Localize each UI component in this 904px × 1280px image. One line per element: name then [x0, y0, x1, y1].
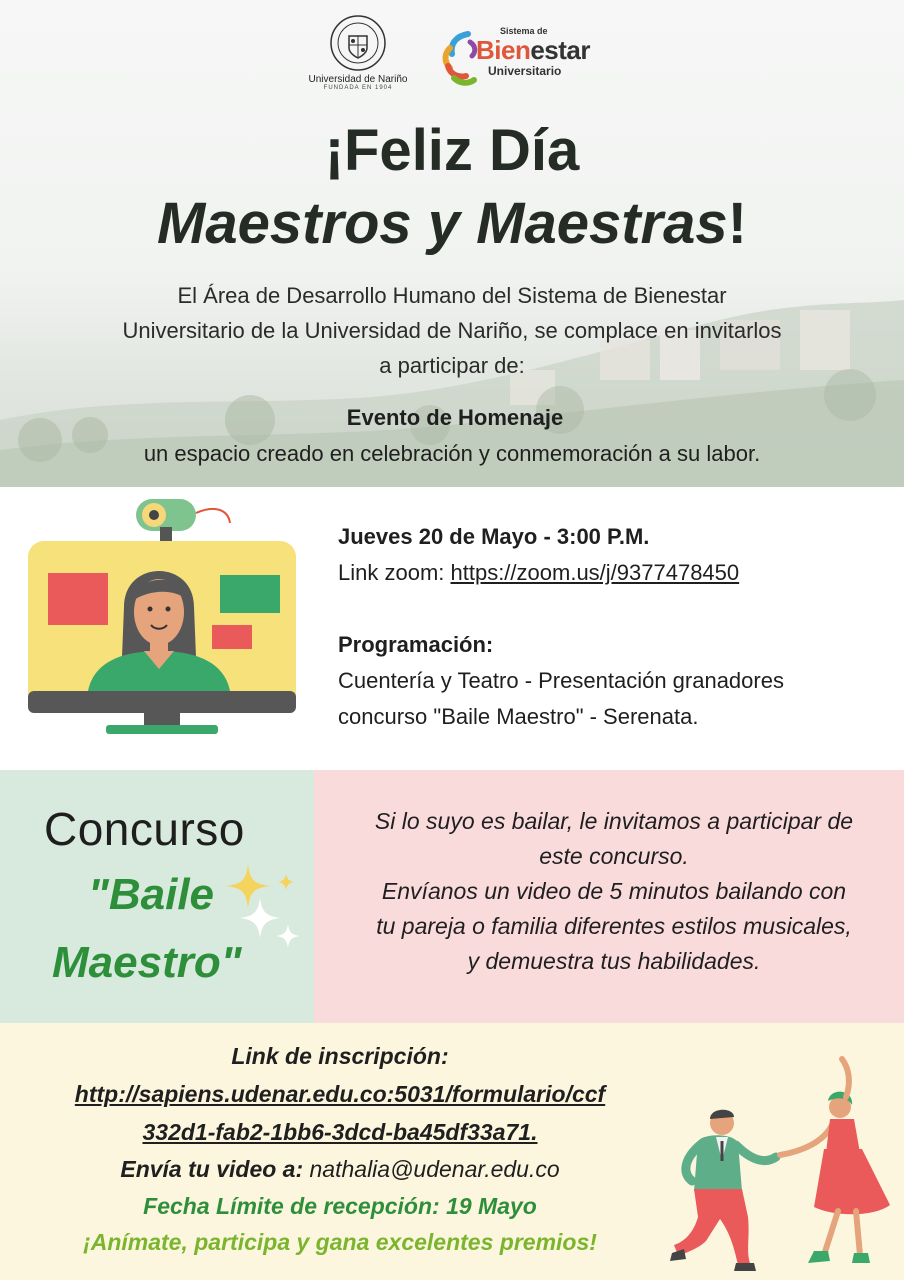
- send-video-line: [0, 1156, 680, 1183]
- call-to-action: ¡Anímate, participa y gana excelentes premios!: [83, 1229, 597, 1255]
- program-title: Programación:: [338, 632, 494, 657]
- send-video-label: Envía tu video a:: [120, 1156, 304, 1182]
- program-line: concurso "Baile Maestro" - Serenata.: [338, 704, 699, 729]
- bienestar-swirl-icon: [440, 28, 480, 90]
- page-title-line1: ¡Feliz Día: [324, 118, 580, 183]
- bienestar-universitario-text: Universitario: [488, 64, 562, 78]
- contest-text-line: Si lo suyo es bailar, le invitamos a participar de: [374, 808, 854, 834]
- contact-email[interactable]: nathalia@udenar.edu.co: [309, 1156, 560, 1182]
- video-call-monitor-icon: [24, 497, 302, 737]
- page-title-italic: Maestros y Maestras: [157, 191, 728, 256]
- bienestar-main-suffix: estar: [530, 35, 590, 65]
- contest-text-line: y demuestra tus habilidades.: [467, 948, 761, 974]
- contest-text-line: Envíanos un video de 5 minutos bailando con: [381, 878, 847, 904]
- zoom-link[interactable]: https://zoom.us/j/9377478450: [450, 560, 740, 585]
- event-details: [338, 519, 898, 735]
- zoom-label: Link zoom:: [338, 560, 451, 585]
- bienestar-logo: [440, 26, 600, 96]
- page-title-line2: [0, 190, 904, 257]
- registration-section: [0, 1023, 904, 1280]
- spacer: [338, 591, 898, 627]
- university-founded: FUNDADA EN 1904: [323, 85, 393, 91]
- contest-name-line2: Maestro": [52, 938, 242, 987]
- university-seal-icon: [329, 14, 387, 72]
- deadline-text: Fecha Límite de recepción: 19 Mayo: [143, 1193, 537, 1219]
- intro-line: Universitario de la Universidad de Nariño, se complace en invitarlos: [122, 318, 782, 343]
- contest-text-line: tu pareja o familia diferentes estilos musicales,: [376, 913, 852, 939]
- registration-link-line2[interactable]: 332d1-fab2-1bb6-3dcd-ba45df33a71.: [142, 1119, 538, 1145]
- program-line: Cuentería y Teatro - Presentación granadores: [338, 668, 784, 693]
- intro-paragraph: [30, 278, 874, 383]
- dancing-couple-icon: [664, 1041, 900, 1277]
- registration-label: Link de inscripción:: [231, 1043, 449, 1069]
- contest-label: Concurso: [44, 803, 245, 855]
- zoom-line: [338, 555, 898, 591]
- event-date-time: Jueves 20 de Mayo - 3:00 P.M.: [338, 524, 650, 549]
- registration-link-line1[interactable]: http://sapiens.udenar.edu.co:5031/formulario/ccf: [74, 1081, 606, 1107]
- page-title-exclamation: !: [727, 191, 747, 256]
- contest-description-panel: [314, 770, 904, 1023]
- university-name: Universidad de Nariño: [308, 74, 408, 85]
- bienestar-main-prefix: Bien: [476, 35, 531, 65]
- contest-description: [334, 804, 894, 979]
- contest-text-line: este concurso.: [539, 843, 689, 869]
- contest-title-panel: [0, 770, 314, 1023]
- header-section: [0, 0, 904, 487]
- event-title: Evento de Homenaje: [346, 405, 564, 430]
- universidad-narino-logo: [308, 14, 408, 94]
- bienestar-main-text: [476, 35, 590, 66]
- event-info-section: [0, 487, 904, 770]
- logo-bar: [0, 14, 904, 94]
- bienestar-small-text: Sistema de: [500, 26, 548, 36]
- sparkles-icon: [226, 864, 310, 954]
- event-description: un espacio creado en celebración y conmemoración a su labor.: [143, 441, 761, 466]
- intro-line: a participar de:: [379, 353, 525, 378]
- contest-name-line1: "Baile: [88, 870, 215, 919]
- intro-line: El Área de Desarrollo Humano del Sistema de Bienestar: [177, 283, 727, 308]
